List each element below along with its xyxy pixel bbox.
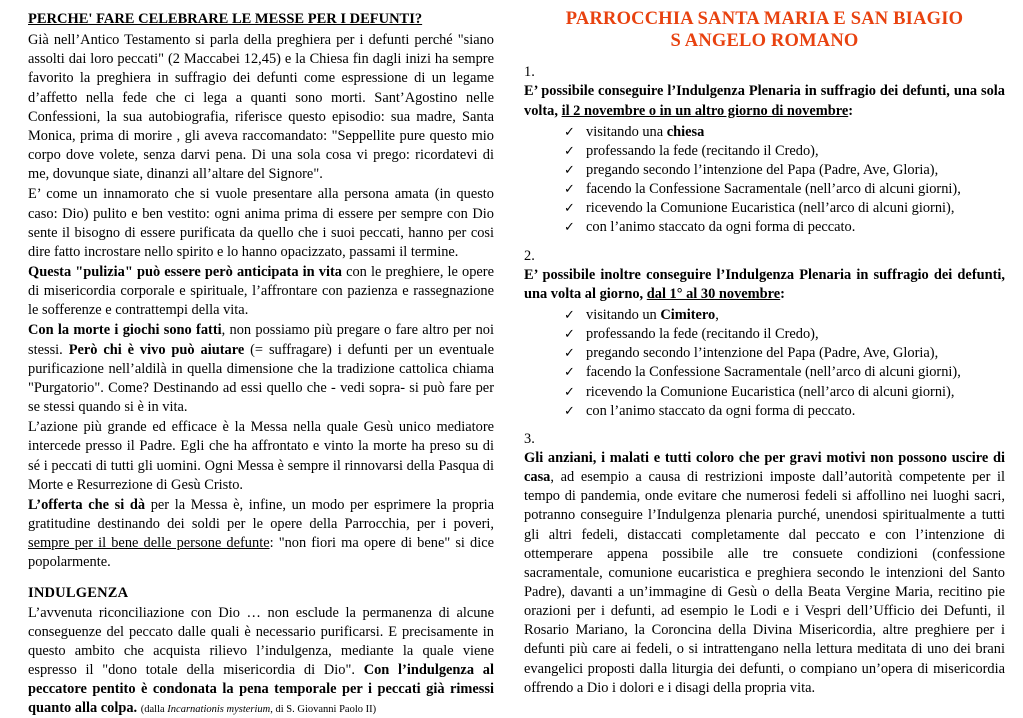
block-1-condition-list [524, 123, 1005, 238]
list-item [564, 402, 1005, 421]
list-item [564, 306, 1005, 325]
paragraph-messa: L’azione più grande ed efficace è la Messa nella quale Gesù unico mediatore intercede presso il Padre. Egli che ha affrontato e vinto la morte ha preso su di sé i peccati di tutti gli uomini. Ogni Messa è sempre il rinnovarsi della Pasqua di Morte e Resurrezione di Gesù Cristo. [28, 418, 494, 495]
check-icon: ✓ [564, 161, 575, 178]
paragraph-morte-bold: Con la morte i giochi sono fatti [28, 322, 222, 338]
check-icon: ✓ [564, 199, 575, 216]
paragraph-offerta-underline: sempre per il bene delle persone defunte [28, 535, 270, 551]
block-3-bold-lead: Gli anziani, i malati e tutti coloro che per gravi motivi non possono uscire di casa [524, 450, 1005, 485]
list-item-bold: chiesa [667, 124, 705, 140]
paragraph-pulizia-bold: Questa "pulizia" può essere però anticipata in vita [28, 264, 342, 280]
check-icon: ✓ [564, 142, 575, 159]
source-suffix: , di S. Giovanni Paolo II) [270, 704, 376, 715]
list-item [564, 142, 1005, 161]
check-icon: ✓ [564, 180, 575, 197]
check-icon: ✓ [564, 306, 575, 323]
list-item-pre: pregando secondo l’intenzione del Papa (Padre, Ave, Gloria), [586, 345, 938, 361]
list-item [564, 363, 1005, 382]
list-item-pre: professando la fede (recitando il Credo), [586, 326, 819, 342]
source-prefix: (dalla [141, 704, 168, 715]
list-item-pre: visitando una [586, 124, 667, 140]
block-3-body [524, 449, 1005, 698]
list-item [564, 218, 1005, 237]
left-column-title: PERCHE' FARE CELEBRARE LE MESSE PER I DEFUNTI? [28, 10, 494, 28]
indulgence-block-2 [524, 248, 1005, 421]
check-icon: ✓ [564, 123, 575, 140]
parish-heading [524, 8, 1005, 52]
block-1-lead-post: : [848, 103, 853, 119]
list-item [564, 199, 1005, 218]
left-column [0, 0, 508, 701]
list-item [564, 383, 1005, 402]
parish-heading-line1: PARROCCHIA SANTA MARIA E SAN BIAGIO [524, 8, 1005, 30]
paragraph-indulgenza-text: L’avvenuta riconciliazione con Dio … non esclude la permanenza di alcune conseguenze del peccato dalle quali è necessario purificarsi. E precisamente in questo ambito che acquista rilievo l’indulgenza, mediante la quale viene espresso il "dono totale della misericordia di Dio". [28, 605, 494, 678]
block-2-lead-post: : [780, 286, 785, 302]
list-item [564, 325, 1005, 344]
paragraph-offerta-bold: L’offerta che si dà [28, 497, 145, 513]
block-2-condition-list [524, 306, 1005, 421]
check-icon: ✓ [564, 325, 575, 342]
block-1-number: 1. [524, 64, 1005, 81]
block-1-lead-pre: E’ possibile conseguire l’Indulgenza Plenaria in suffragio dei defunti, una sola volta, [524, 83, 1005, 118]
list-item-pre: facendo la Confessione Sacramentale (nell’arco di alcuni giorni), [586, 364, 961, 380]
paragraph-morte [28, 321, 494, 417]
list-item-pre: ricevendo la Comunione Eucaristica (nell’arco di alcuni giorni), [586, 200, 954, 216]
paragraph-morte-bold2: Però chi è vivo può aiutare [69, 342, 245, 358]
check-icon: ✓ [564, 218, 575, 235]
indulgence-block-1 [524, 64, 1005, 237]
source-title: Incarnationis mysterium [167, 704, 270, 715]
block-3-number: 3. [524, 431, 1005, 448]
block-2-number: 2. [524, 248, 1005, 265]
list-item-pre: facendo la Confessione Sacramentale (nell’arco di alcuni giorni), [586, 181, 961, 197]
indulgence-block-3 [524, 431, 1005, 698]
check-icon: ✓ [564, 383, 575, 400]
list-item-pre: professando la fede (recitando il Credo), [586, 143, 819, 159]
section-title-indulgenza: INDULGENZA [28, 585, 494, 602]
list-item-pre: ricevendo la Comunione Eucaristica (nell’arco di alcuni giorni), [586, 384, 954, 400]
block-2-lead [524, 266, 1005, 304]
paragraph-antico-testamento: Già nell’Antico Testamento si parla della preghiera per i defunti perché "siano assolti dai loro peccati" (2 Maccabei 12,45) e la Chiesa fin dagli inizi ha sempre favorito la preghiera in suffragio dei defunti come espressione di un legame d’affetto nella fede che ci lega a quanti sono morti. Sant’Agostino nelle Confessioni, la sua autobiografia, riferisce questo episodio: sua madre, Santa Monica, prima di morire , gli aveva raccomandato: "Seppellite pure questo mio corpo dove volete, senza darvi pena. Di una sola cosa vi prego: ricordatevi di me, dovunque siate, dinanzi all’altare del Signore". [28, 31, 494, 184]
block-1-lead-underline: il 2 novembre o in un altro giorno di novembre [562, 103, 849, 119]
block-3-text: , ad esempio a causa di restrizioni imposte dall’autorità competente per il tempo di pandemia, onde evitare che numerosi fedeli si affollino nei luoghi sacri, potranno conseguire l’Indulgenza plenaria purché, unendosi spiritualmente a tutti gli altri fedeli, distaccati completamente dal peccato e con l’intenzione di ottemperare appena possibile alle tre consuete condizioni (confessione sacramentale, comunione eucaristica e preghiera secondo le intenzioni del Santo Padre), davanti a un’immagine di Gesù o della Beata Vergine Maria, recitino pie orazioni per i defunti, ad esempio le Lodi e i Vespri dell’Ufficio dei Defunti, il Rosario Mariano, la Coroncina della Divina Misericordia, altre preghiere per i defunti più care ai fedeli, o si intrattengano nella lettura meditata di uno dei brani evangelici proposti dalla liturgia dei defunti, o compiano un’opera di misericordia offrendo a Dio i dolori e i disagi della propria vita. [524, 469, 1005, 696]
block-2-lead-underline: dal 1° al 30 novembre [647, 286, 780, 302]
paragraph-offerta-rest: : "non fiori ma opere di bene" si dice popolarmente. [28, 535, 494, 570]
paragraph-pulizia-rest: con le preghiere, le opere di misericordia corporale e spirituale, l’affrontare con pazienza e rassegnazione le sofferenze e contrattempi della vita. [28, 264, 494, 318]
list-item [564, 180, 1005, 199]
block-1-lead [524, 82, 1005, 120]
list-item [564, 344, 1005, 363]
list-item-pre: visitando un [586, 307, 660, 323]
source-citation [141, 704, 376, 715]
list-item [564, 161, 1005, 180]
paragraph-indulgenza-bold: Con l’indulgenza al peccatore pentito è condonata la pena temporale per i peccati già rimessi quanto alla colpa. [28, 662, 494, 716]
list-item-pre: con l’animo staccato da ogni forma di peccato. [586, 403, 855, 419]
paragraph-innamorato: E’ come un innamorato che si vuole presentare alla persona amata (in questo caso: Dio) pulito e ben vestito: ogni anima prima di essere per sempre con Dio sente il bisogno di essere purificata da quello che i suoi peccati, hanno per cosi dire fatto incrostare nello spirito e lo hanno opacizzato, passami il termine. [28, 185, 494, 262]
list-item-post: , [715, 307, 719, 323]
list-item-pre: pregando secondo l’intenzione del Papa (Padre, Ave, Gloria), [586, 162, 938, 178]
block-2-lead-pre: E’ possibile inoltre conseguire l’Indulgenza Plenaria in suffragio dei defunti, una volta al giorno, [524, 267, 1005, 302]
check-icon: ✓ [564, 344, 575, 361]
parish-heading-line2: S ANGELO ROMANO [524, 30, 1005, 52]
paragraph-pulizia [28, 263, 494, 320]
paragraph-offerta [28, 496, 494, 573]
list-item-pre: con l’animo staccato da ogni forma di peccato. [586, 219, 855, 235]
list-item-bold: Cimitero [660, 307, 715, 323]
list-item [564, 123, 1005, 142]
paragraph-morte-rest: (= suffragare) i defunti per un eventuale purificazione nell’aldilà in quella dimensione che la tradizione cattolica chiama "Purgatorio". Come? Destinando ad essi quello che - vedi sopra- si può fare per se stessi quando si è in vita. [28, 342, 494, 415]
check-icon: ✓ [564, 363, 575, 380]
right-column [508, 0, 1023, 701]
paragraph-morte-mid: , non possiamo più pregare o fare altro per noi stessi. [28, 322, 494, 357]
check-icon: ✓ [564, 402, 575, 419]
paragraph-offerta-mid: per la Messa è, infine, un modo per esprimere la propria gratitudine destinando dei soldi per le opere della Parrocchia, per i poveri, [28, 497, 494, 532]
